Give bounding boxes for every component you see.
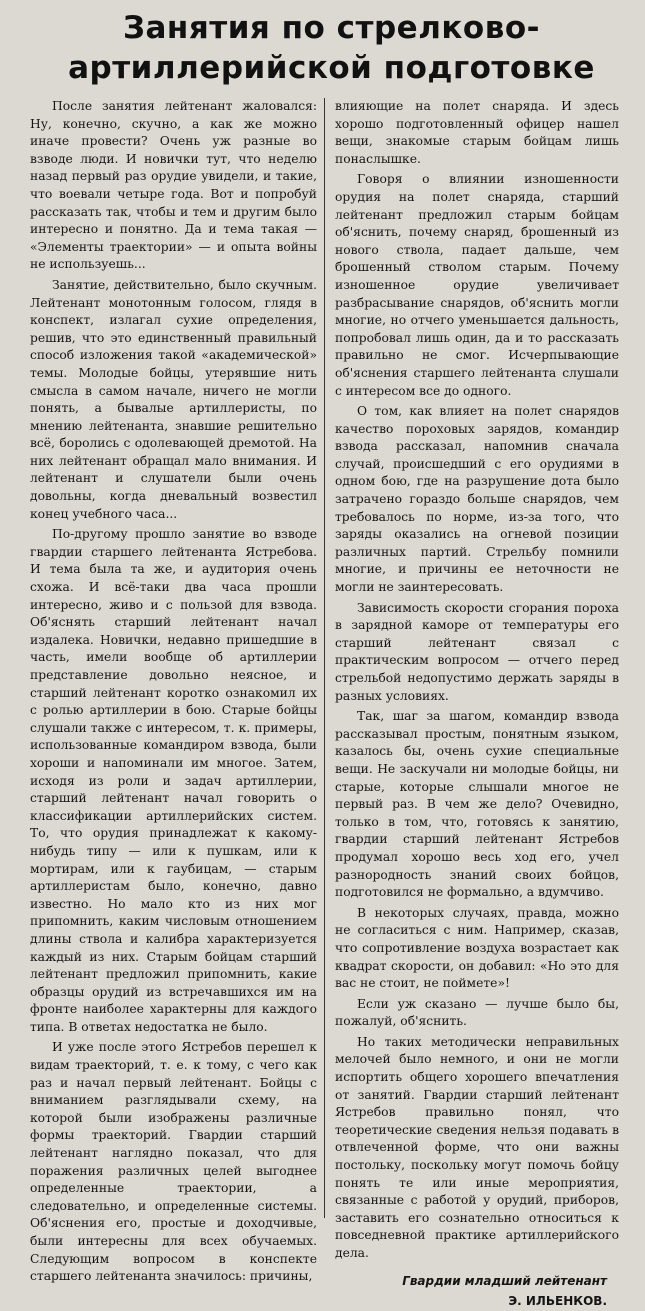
paragraph: И уже после этого Ястребов перешел к видам траекторий, т. е. к тому, с чего как раз и начал первый лейтенант. Бойцы с вниманием разглядывали схему, на которой были изображены различные формы траекторий. Гвардии старший лейтенант наглядно показал, что для поражения различных целей выгоднее определенные траектории, а следовательно, и определенные системы. Об'яснения его, простые и доходчивые, были интересны для всех обучаемых. Следующим вопросом в конспекте старшего лейтенанта значилось: причины,	[30, 1040, 317, 1284]
paragraph: Занятие, действительно, было скучным. Лейтенант монотонным голосом, глядя в конспект, излагал сухие определения, решив, что это единственный правильный способ изложения такой «академической» темы. Молодые бойцы, утерявшие нить смысла в самом начале, ничего не могли понять, а бывалые артиллеристы, по мнению лейтенанта, знавшие решительно всё, боролись с одолевающей дремотой. На них лейтенант обращал мало внимания. И лейтенант и слушатели были очень довольны, когда дневальный возвестил конец учебного часа...	[30, 277, 317, 521]
article-headline	[30, 8, 633, 88]
column-divider	[324, 98, 325, 1218]
paragraph: После занятия лейтенант жаловался: Ну, конечно, скучно, а как же можно иначе провести? Очень уж разные во взводе люди. И новички тут, что неделю назад первый раз орудие увидели, и такие, что воевали четыре года. Вот и попробуй рассказать так, чтобы и тем и другим было интересно и понятно. Да и тема такая — «Элементы траектории» — и опыта войны не используешь...	[30, 99, 317, 272]
paragraph: Если уж сказано — лучше было бы, пожалуй, об'яснить.	[335, 996, 619, 1029]
paragraph: О том, как влияет на полет снарядов качество пороховых зарядов, командир взвода рассказал, напомнив сначала случай, происшедший с его орудиями в одном бою, где на разрушение дота было затрачено гораздо больше снарядов, чем требовалось по норме, из-за того, что заряды оказались на огневой позиции различных партий. Стрельбу помнили многие, и причины ее неточности не могли не заинтересовать.	[335, 404, 619, 595]
paragraph: В некоторых случаях, правда, можно не согласиться с ним. Например, сказав, что сопротивление воздуха возрастает как квадрат скорости, он добавил: «Но это для вас не стоит, не поймете»!	[335, 905, 619, 991]
article-columns	[30, 98, 633, 1308]
paragraph: Так, шаг за шагом, командир взвода рассказывал простым, понятным языком, казалось бы, очень сухие специальные вещи. Не заскучали ни молодые бойцы, ни старые, которые слышали многое не первый раз. В чем же дело? Очевидно, только в том, что, готовясь к занятию, гвардии старший лейтенант Ястребов продумал хорошо весь ход его, учел разнородность знаний своих бойцов, подготовился не формально, а вдумчиво.	[335, 709, 619, 900]
paragraph: Но таких методически неправильных мелочей было немного, и они не могли испортить общего хорошего впечатления от занятий. Гвардии старший лейтенант Ястребов правильно понял, что теоретические сведения нельзя подавать в отвлеченной форме, что они важны постольку, поскольку могут помочь бойцу понять те или иные мероприятия, связанные с работой у орудий, приборов, заставить его сознательно относиться к повседневной практике артиллерийского дела.	[335, 1034, 619, 1260]
author-name: Э. ИЛЬЕНКОВ.	[508, 1293, 607, 1308]
author-signature	[335, 1271, 619, 1311]
headline-line-2: артиллерийской подготовке	[68, 50, 595, 86]
author-rank: Гвардии младший лейтенант	[402, 1273, 607, 1288]
paragraph: Зависимость скорости сгорания пороха в зарядной каморе от температуры его старший лейтенант связал с практическим вопросом — отчего перед стрельбой недопустимо держать заряды в разных условиях.	[335, 600, 619, 703]
paragraph: влияющие на полет снаряда. И здесь хорошо подготовленный офицер нашел вещи, знакомые старым бойцам лишь понаслышке.	[335, 99, 619, 166]
paragraph: Говоря о влиянии изношенности орудия на полет снаряда, старший лейтенант предложил старым бойцам об'яснить, почему снаряд, брошенный из нового ствола, падает дальше, чем брошенный стволом старым. Почему изношенное орудие увеличивает разбрасывание снарядов, об'яснить могли многие, но отчего уменьшается дальность, попробовал лишь один, да и то рассказать правильно не смог. Исчерпывающие об'яснения старшего лейтенанта слушали с интересом все до одного.	[335, 172, 619, 398]
left-column	[30, 98, 322, 1284]
right-column	[327, 98, 619, 1308]
paragraph: По-другому прошло занятие во взводе гвардии старшего лейтенанта Ястребова. И тема была та же, и аудитория очень схожа. И всё-таки два часа прошли интересно, живо и с пользой для взвода. Об'яснять старший лейтенант начал издалека. Новички, недавно пришедшие в часть, имели вообще об артиллерии представление довольно неясное, и старший лейтенант коротко ознакомил их с ролью артиллерии в бою. Старые бойцы слушали также с интересом, т. к. примеры, использованные командиром взвода, были хороши и напоминали им многое. Затем, исходя из роли и задач артиллерии, старший лейтенант начал говорить о классификации артиллерийских систем. То, что орудия принадлежат к какому-нибудь типу — или к пушкам, или к мортирам, или к гаубицам, — старым артиллеристам было, конечно, давно известно. Но мало кто из них мог припомнить, каким числовым отношением длины ствола и калибра характеризуется каждый из них. Старым бойцам старший лейтенант предложил припомнить, какие образцы орудий из встречавшихся им на фронте наиболее характерны для каждого типа. В ответах недостатка не было.	[30, 527, 317, 1034]
headline-line-1: Занятия по стрелково-	[122, 10, 541, 46]
